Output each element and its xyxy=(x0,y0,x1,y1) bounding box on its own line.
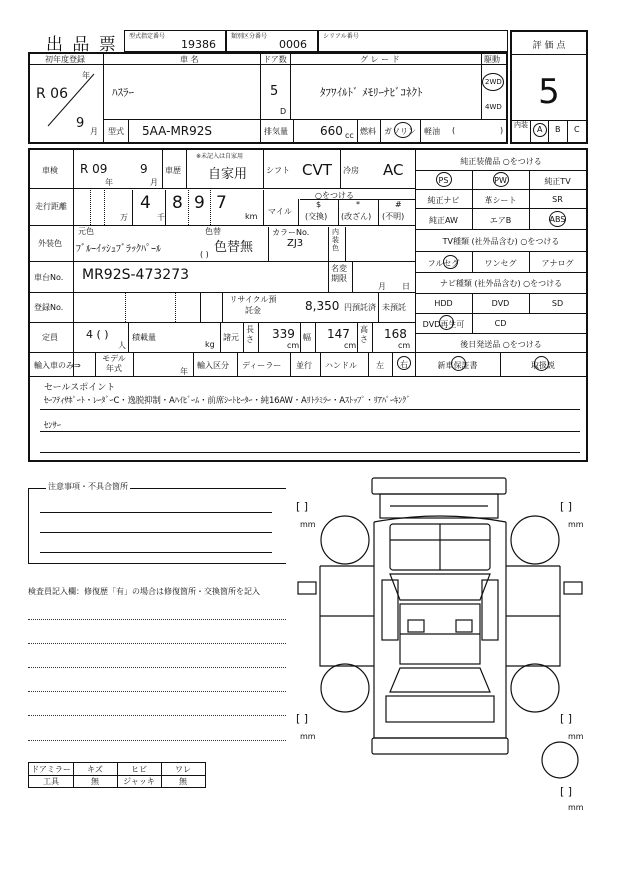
grade-label: グ レ ー ド xyxy=(360,55,400,64)
equip-navi: 純正ナビ xyxy=(427,196,460,205)
import-class-label: 輸入区分 xyxy=(197,361,229,370)
sales-points-line2: ｾﾝｻｰ xyxy=(44,421,62,431)
class-number-box: 類別区分番号 0006 xyxy=(226,30,318,52)
first-reg-label: 初年度登録 xyxy=(45,55,85,64)
tv-fullseg: フルセグ xyxy=(427,259,460,268)
later-warranty-circle xyxy=(451,356,466,371)
color-change-value: 色替無 xyxy=(214,240,254,255)
mile-option: マイル xyxy=(268,207,292,216)
ext-color-value: ﾌﾞﾙｰｲｯｼｭﾌﾞﾗｯｸﾊﾟｰﾙ xyxy=(76,244,161,255)
caution-label: 注意事項・不具合箇所 xyxy=(48,482,128,491)
shift-label: シフト xyxy=(266,166,290,175)
mileage-digit: 7 xyxy=(216,193,227,213)
genuine-equip-header: 純正装備品 ○をつける xyxy=(460,157,542,166)
spare-tire-bracket: [ ] xyxy=(560,785,573,798)
equip-pw-circle xyxy=(493,172,509,187)
legend-table: ドアミラー キズ ヒビ ワレ 工具 無 ジャッキ 無 xyxy=(28,762,206,788)
width-value: 147 xyxy=(327,327,350,341)
handle-left: 左 xyxy=(376,361,384,370)
ac-value: AC xyxy=(383,161,404,179)
history-label: 車歴 xyxy=(165,166,181,175)
interior-color-label: 内装色 xyxy=(332,228,339,252)
doors-value: 5 xyxy=(270,84,279,99)
chassis-value: MR92S-473273 xyxy=(82,267,190,283)
tv-type-header: TV種類 (社外品含む) ○をつける xyxy=(442,237,560,246)
recycle-unpaid: 未預託 xyxy=(382,303,406,312)
equip-abs-circle xyxy=(549,211,566,227)
parallel-option: 並行 xyxy=(296,361,312,370)
chassis-label: 車台No. xyxy=(34,273,64,282)
mileage-digit: 8 xyxy=(172,193,183,213)
drive-label: 駆動 xyxy=(484,55,500,64)
equip-tv: 純正TV xyxy=(544,177,571,186)
type-number-value: 19386 xyxy=(181,38,216,51)
equip-pw: PW xyxy=(494,176,507,185)
later-warranty: 新車保証書 xyxy=(437,361,478,370)
later-items-header: 後日発送品 ○をつける xyxy=(460,340,542,349)
model-label: 型式 xyxy=(108,127,124,136)
color-no-value: ZJ3 xyxy=(287,238,304,249)
handle-right: 右 xyxy=(400,360,408,369)
drive-2wd: 2WD xyxy=(485,78,502,86)
fuel-gasoline: ガソリン xyxy=(384,127,416,136)
mileage-tampered: (改ざん) xyxy=(341,212,372,221)
disp-value: 660 xyxy=(320,124,343,138)
disp-label: 排気量 xyxy=(264,127,288,136)
color-no-label: カラーNo. xyxy=(272,228,310,237)
mileage-label: 走行距離 xyxy=(35,202,67,211)
equip-ps-circle xyxy=(436,172,452,187)
mileage-exchanged: (交換) xyxy=(305,212,328,221)
shaken-year: R 09 xyxy=(80,162,108,176)
handle-label: ハンドル xyxy=(325,361,357,370)
fuel-label: 燃料 xyxy=(360,127,376,136)
doors-label: ドア数 xyxy=(263,55,287,64)
nav-hdd: HDD xyxy=(434,299,453,308)
height-value: 168 xyxy=(384,327,407,341)
nav-dvd-playback: DVD再生可 xyxy=(422,320,465,329)
equip-aw: 純正AW xyxy=(429,216,458,225)
front-left-tire-bracket: [ ] xyxy=(296,500,309,513)
nav-type-header: ナビ種類 (社外品含む) ○をつける xyxy=(439,279,563,288)
interior-label: 内装 xyxy=(514,121,528,129)
length-value: 339 xyxy=(272,327,295,341)
tv-oneseg: ワンセグ xyxy=(484,259,517,268)
nav-selected-circle xyxy=(439,315,454,330)
car-name-label: 車 名 xyxy=(180,55,199,64)
equip-ps: PS xyxy=(438,176,449,185)
first-reg-month: 9 xyxy=(76,116,85,131)
mileage-man: 4 xyxy=(140,193,151,213)
sales-points-line1: ｾｰﾌﾃｨｻﾎﾟｰﾄ・ﾚｰﾀﾞｰC・逸脱抑制・Aﾊｲﾋﾞｰﾑ・前席ｼｰﾄﾋｰﾀｰ・純16AW・Aﾘﾄﾗﾐﾗｰ・Aｽﾄｯﾌﾟ・ﾘｱﾊﾟｰｷﾝｸﾞ xyxy=(44,396,411,406)
form-title: 出 品 票 xyxy=(46,35,118,55)
evaluation-box xyxy=(510,30,588,144)
rear-left-tire-bracket: [ ] xyxy=(296,712,309,725)
ext-color-label: 外装色 xyxy=(38,239,62,248)
equip-leather: 革シート xyxy=(484,196,517,205)
ac-label: 冷房 xyxy=(343,166,359,175)
shift-value: CVT xyxy=(302,161,332,179)
recycle-paid: 円預託済 xyxy=(344,303,376,312)
tv-analog: アナログ xyxy=(541,259,574,268)
dealer-option: ディーラー xyxy=(242,361,282,370)
interior-c: C xyxy=(574,125,580,134)
mileage-unknown: (不明) xyxy=(382,212,405,221)
eval-score: 5 xyxy=(538,72,560,112)
history-value: 自家用 xyxy=(208,167,248,182)
shaken-label: 車検 xyxy=(42,166,58,175)
equip-abs: ABS xyxy=(549,215,566,224)
equip-sr: SR xyxy=(552,195,563,204)
interior-a: A xyxy=(537,125,543,134)
registration-label: 登録No. xyxy=(34,303,64,312)
first-reg-year: R 06 xyxy=(36,86,68,102)
serial-number-box: シリアル番号 xyxy=(318,30,508,52)
import-label: 輸入車のみ⇒ xyxy=(34,361,81,370)
load-label: 積載量 xyxy=(132,333,156,342)
nav-sd: SD xyxy=(551,299,564,308)
later-manual: 取扱説 xyxy=(531,361,555,370)
eval-label: 評 価 点 xyxy=(532,41,566,51)
nav-cd: CD xyxy=(494,319,507,328)
fuel-selected-circle xyxy=(394,122,412,138)
shaken-month: 9 xyxy=(140,162,148,176)
fuel-diesel: 軽油 xyxy=(424,127,440,136)
recycle-label: リサイクル預託金 xyxy=(229,295,277,315)
car-name-value: ﾊｽﾗｰ xyxy=(112,86,134,99)
front-right-tire-bracket: [ ] xyxy=(560,500,573,513)
vehicle-damage-diagram xyxy=(290,470,590,800)
mileage-digit: 9 xyxy=(194,193,205,213)
inspector-label: 検査員記入欄：修復歴「有」の場合は修復箇所・交換箇所を記入 xyxy=(28,587,260,596)
later-manual-circle xyxy=(534,356,549,371)
drive-4wd: 4WD xyxy=(485,103,502,111)
model-year-label: モデル年式 xyxy=(102,354,126,373)
class-number-value: 0006 xyxy=(279,38,307,51)
capacity-value: 4 ( ) xyxy=(86,328,109,341)
grade-value: ﾀﾌﾜｲﾙﾄﾞ ﾒﾓﾘｰﾅﾋﾞｺﾈｸﾄ xyxy=(320,86,423,99)
name-change-label: 名変期限 xyxy=(331,264,347,283)
recycle-value: 8,350 xyxy=(305,299,340,313)
tv-selected-circle xyxy=(443,255,458,269)
model-value: 5AA-MR92S xyxy=(142,124,213,138)
dims-label: 諸元 xyxy=(223,333,239,342)
type-number-box: 型式指定番号 19386 xyxy=(124,30,226,52)
sales-points-label: セールスポイント xyxy=(44,383,116,393)
capacity-label: 定員 xyxy=(42,333,58,342)
rear-right-tire-bracket: [ ] xyxy=(560,712,573,725)
nav-dvd: DVD xyxy=(491,299,510,308)
equip-airbag: エアB xyxy=(489,216,512,225)
interior-b: B xyxy=(555,125,561,134)
